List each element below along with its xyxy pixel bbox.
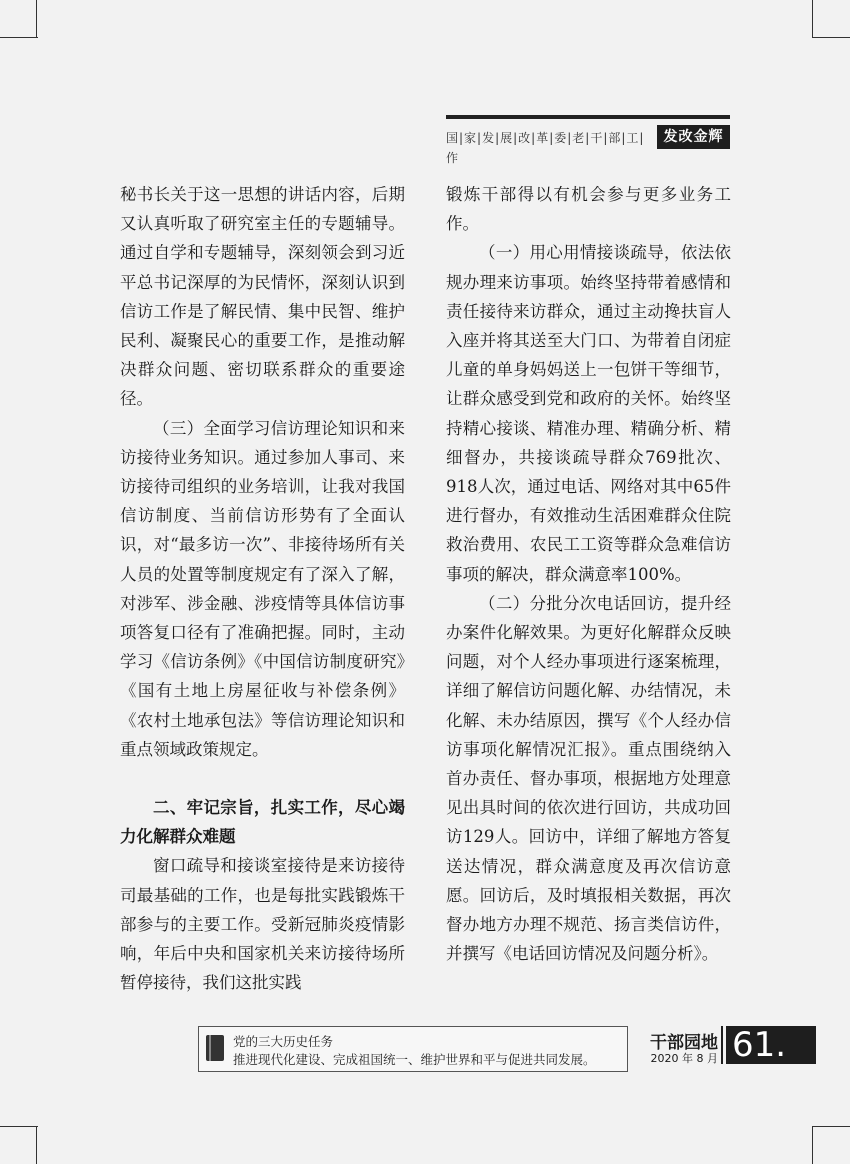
paragraph: 秘书长关于这一思想的讲话内容，后期又认真听取了研究室主任的专题辅导。通过自学和专题辅导，深刻领会到习近平总书记深厚的为民情怀，深刻认识到信访工作是了解民情、集中民智、维护民利、凝聚民心的重要工作，是推动解决群众问题、密切联系群众的重要途径。 <box>120 185 405 409</box>
crop-mark <box>812 37 850 38</box>
footer-quote-box <box>198 1026 628 1072</box>
crop-mark <box>36 0 37 38</box>
header-logo: 发改金辉 <box>657 125 730 149</box>
page-number-divider <box>721 1026 723 1064</box>
footer-quote-text: 推进现代化建设、完成祖国统一、维护世界和平与促进共同发展。 <box>233 1052 596 1067</box>
paragraph: （一）用心用情接谈疏导，依法依规办理来访事项。始终坚持带着感情和责任接待来访群众，通过主动搀扶盲人入座并将其送至大门口、为带着自闭症儿童的单身妈妈送上一包饼干等细节，让群众感受到党和政府的关怀。始终坚持精心接谈、精准办理、精确分析、精细督办，共接谈疏导群众769批次、918人次，通过电话、网络对其中65件进行督办，有效推动生活困难群众住院救治费用、农民工工资等群众急难信访事项的解决，群众满意率100%。 <box>446 243 731 584</box>
left-column <box>120 180 405 997</box>
paragraph: （三）全面学习信访理论知识和来访接待业务知识。通过参加人事司、来访接待司组织的业务培训，让我对我国信访制度、当前信访形势有了全面认识，对“最多访一次”、非接待场所有关人员的处置等制度规定有了深入了解，对涉军、涉金融、涉疫情等具体信访事项答复口径有了准确把握。同时，主动学习《信访条例》《中国信访制度研究》《国有土地上房屋征收与补偿条例》《农村土地承包法》等信访理论知识和重点领域政策规定。 <box>120 418 405 759</box>
book-icon <box>206 1035 224 1061</box>
header-department: 国|家|发|展|改|革|委|老|干|部|工|作 <box>446 131 645 165</box>
right-column <box>446 180 731 968</box>
header-rule <box>446 115 730 119</box>
crop-mark <box>812 1126 850 1127</box>
crop-mark <box>812 1126 813 1164</box>
page-number: 61. <box>726 1026 816 1064</box>
footer-quote-title: 党的三大历史任务 <box>233 1034 334 1049</box>
paragraph: 窗口疏导和接谈室接待是来访接待司最基础的工作，也是每批实践锻炼干部参与的主要工作。受新冠肺炎疫情影响，年后中央和国家机关来访接待场所暂停接待，我们这批实践 <box>120 856 405 993</box>
section-heading: 二、牢记宗旨，扎实工作，尽心竭力化解群众难题 <box>120 798 405 847</box>
crop-mark <box>36 1126 37 1164</box>
crop-mark <box>0 37 38 38</box>
section-spacer <box>120 764 405 793</box>
issue-date: 2020 年 8 月 <box>650 1052 718 1065</box>
magazine-name: 干部园地 <box>650 1033 718 1053</box>
crop-mark <box>0 1126 38 1127</box>
paragraph: （二）分批分次电话回访，提升经办案件化解效果。为更好化解群众反映问题，对个人经办事项进行逐案梳理，详细了解信访问题化解、办结情况，未化解、未办结原因，撰写《个人经办信访事项化解情况汇报》。重点围绕纳入首办责任、督办事项，根据地方处理意见出具时间的依次进行回访，共成功回访129人。回访中，详细了解地方答复送达情况，群众满意度及再次信访意愿。回访后，及时填报相关数据，再次督办地方办理不规范、扬言类信访件，并撰写《电话回访情况及问题分析》。 <box>446 593 731 964</box>
crop-mark <box>812 0 813 38</box>
paragraph: 锻炼干部得以有机会参与更多业务工作。 <box>446 185 731 234</box>
